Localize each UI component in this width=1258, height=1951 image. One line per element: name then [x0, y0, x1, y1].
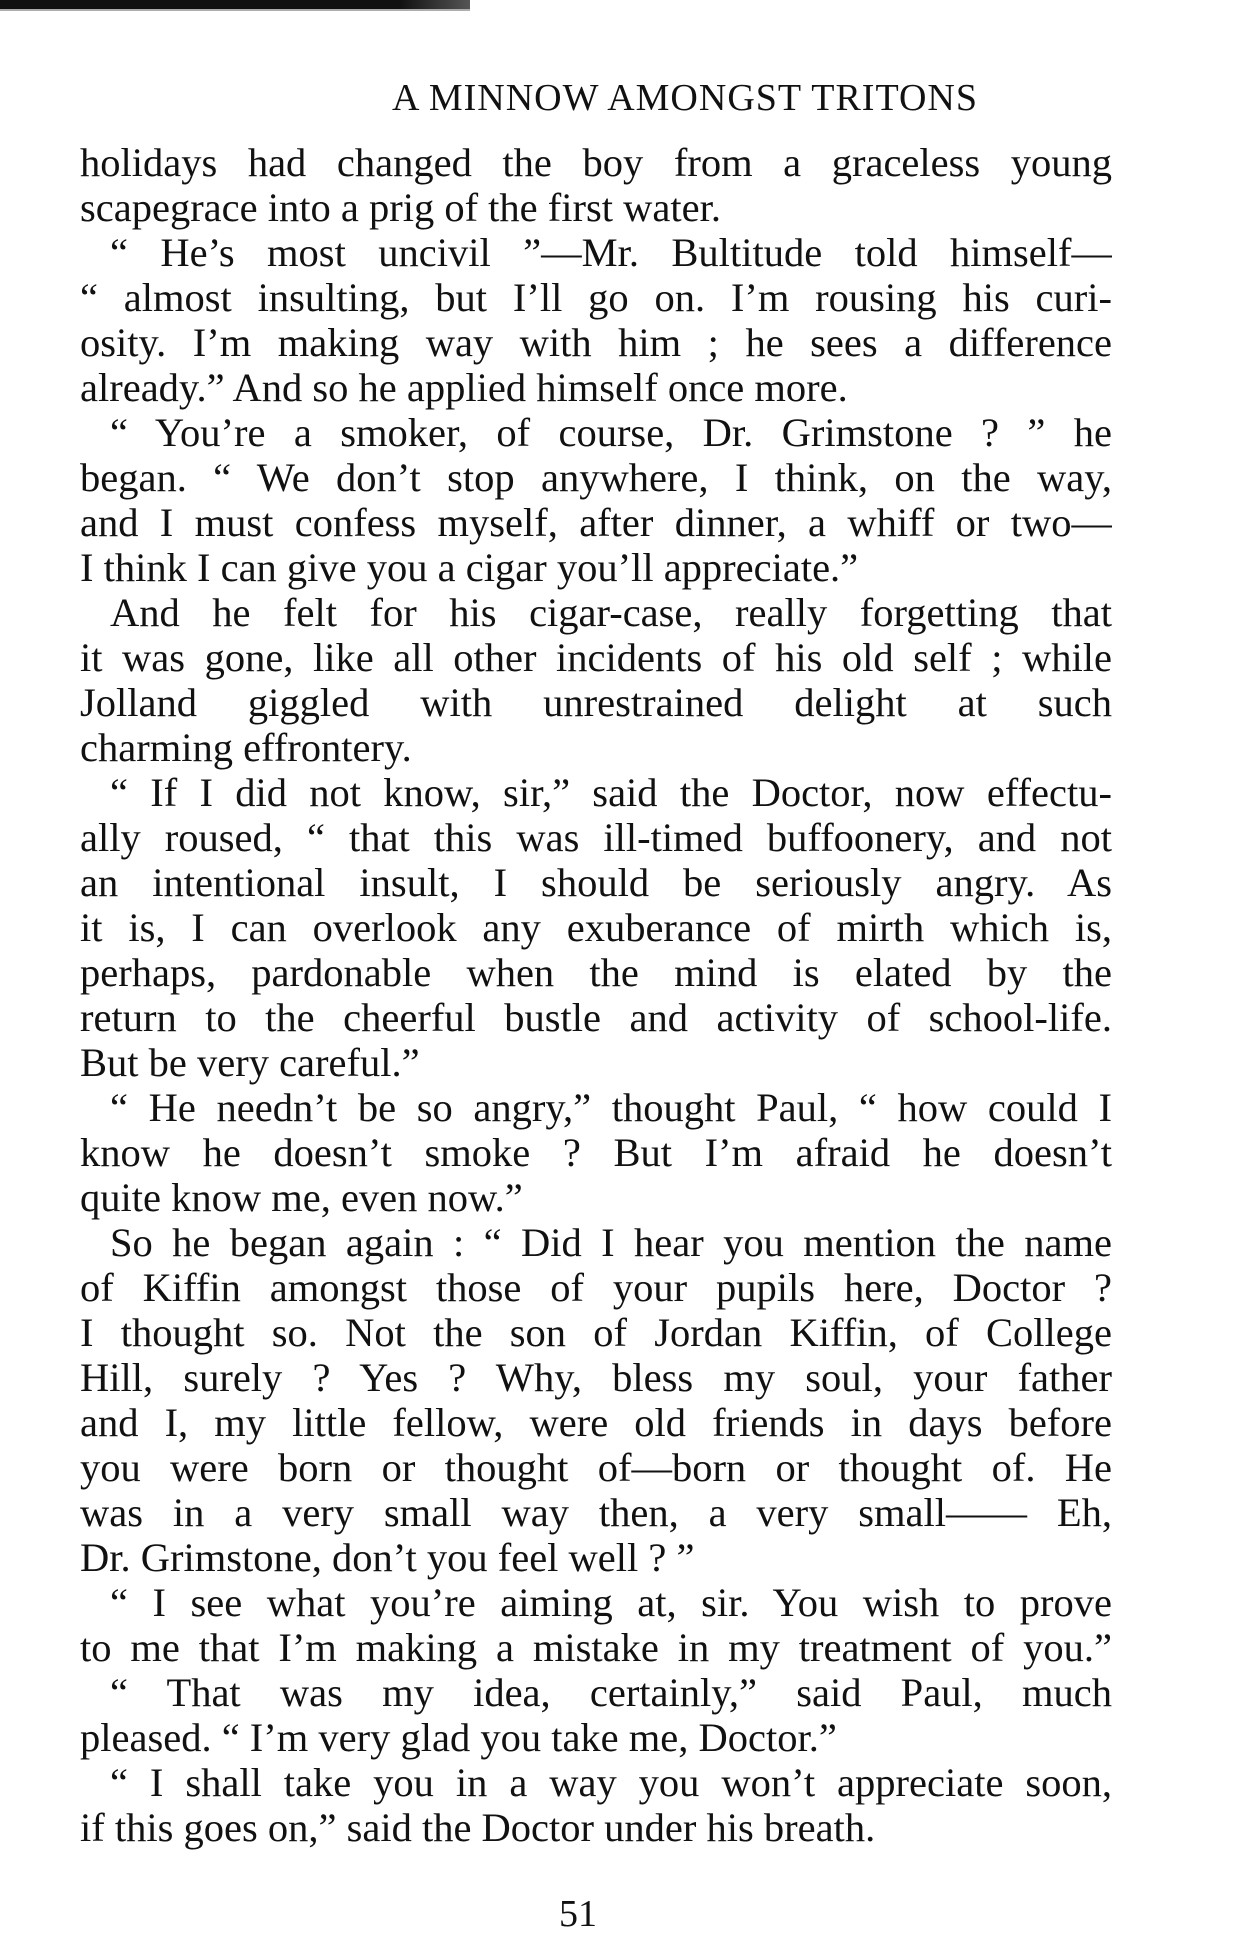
text-line: “ He needn’t be so angry,” thought Paul, “ how could I	[110, 1085, 1112, 1130]
text-line: to me that I’m making a mistake in my treatment of you.”	[80, 1625, 1112, 1670]
text-line: return to the cheerful bustle and activity of school-life.	[80, 995, 1112, 1040]
text-line: already.” And so he applied himself once more.	[80, 365, 848, 410]
text-line: you were born or thought of—born or thought of. He	[80, 1445, 1112, 1490]
text-line: and I must confess myself, after dinner, a whiff or two—	[80, 500, 1112, 545]
text-line: began. “ We don’t stop anywhere, I think, on the way,	[80, 455, 1112, 500]
text-line: it was gone, like all other incidents of his old self ; while	[80, 635, 1112, 680]
text-line: if this goes on,” said the Doctor under his breath.	[80, 1805, 876, 1850]
top-rule-shadow	[0, 9, 470, 11]
text-line: an intentional insult, I should be seriously angry. As	[80, 860, 1112, 905]
text-line: know he doesn’t smoke ? But I’m afraid he doesn’t	[80, 1130, 1112, 1175]
text-line: it is, I can overlook any exuberance of mirth which is,	[80, 905, 1112, 950]
text-line: “ You’re a smoker, of course, Dr. Grimstone ? ” he	[110, 410, 1112, 455]
top-rule	[0, 0, 470, 9]
text-line: of Kiffin amongst those of your pupils here, Doctor ?	[80, 1265, 1112, 1310]
text-line: holidays had changed the boy from a graceless young	[80, 140, 1112, 185]
text-line: But be very careful.”	[80, 1040, 420, 1085]
running-head: A MINNOW AMONGST TRITONS	[392, 77, 978, 119]
text-line: pleased. “ I’m very glad you take me, Doctor.”	[80, 1715, 837, 1760]
text-line: was in a very small way then, a very small—— Eh,	[80, 1490, 1112, 1535]
text-line: So he began again : “ Did I hear you mention the name	[110, 1220, 1112, 1265]
text-line: perhaps, pardonable when the mind is elated by the	[80, 950, 1112, 995]
text-line: scapegrace into a prig of the first water.	[80, 185, 721, 230]
text-line: quite know me, even now.”	[80, 1175, 523, 1220]
text-line: Hill, surely ? Yes ? Why, bless my soul, your father	[80, 1355, 1112, 1400]
text-line: “ I shall take you in a way you won’t appreciate soon,	[110, 1760, 1112, 1805]
text-line: “ If I did not know, sir,” said the Doctor, now effectu-	[110, 770, 1112, 815]
text-line: ally roused, “ that this was ill-timed buffoonery, and not	[80, 815, 1112, 860]
text-line: And he felt for his cigar-case, really forgetting that	[110, 590, 1112, 635]
text-line: “ I see what you’re aiming at, sir. You wish to prove	[110, 1580, 1112, 1625]
body-text	[80, 140, 1112, 1850]
text-line: “ That was my idea, certainly,” said Paul, much	[110, 1670, 1112, 1715]
text-line: Dr. Grimstone, don’t you feel well ? ”	[80, 1535, 695, 1580]
text-line: “ almost insulting, but I’ll go on. I’m rousing his curi-	[80, 275, 1112, 320]
text-line: “ He’s most uncivil ”—Mr. Bultitude told himself—	[110, 230, 1112, 275]
text-line: I think I can give you a cigar you’ll appreciate.”	[80, 545, 859, 590]
text-line: charming effrontery.	[80, 725, 412, 770]
text-line: osity. I’m making way with him ; he sees a difference	[80, 320, 1112, 365]
page-number: 51	[559, 1893, 597, 1935]
text-line: Jolland giggled with unrestrained delight at such	[80, 680, 1112, 725]
text-line: I thought so. Not the son of Jordan Kiffin, of College	[80, 1310, 1112, 1355]
text-line: and I, my little fellow, were old friends in days before	[80, 1400, 1112, 1445]
